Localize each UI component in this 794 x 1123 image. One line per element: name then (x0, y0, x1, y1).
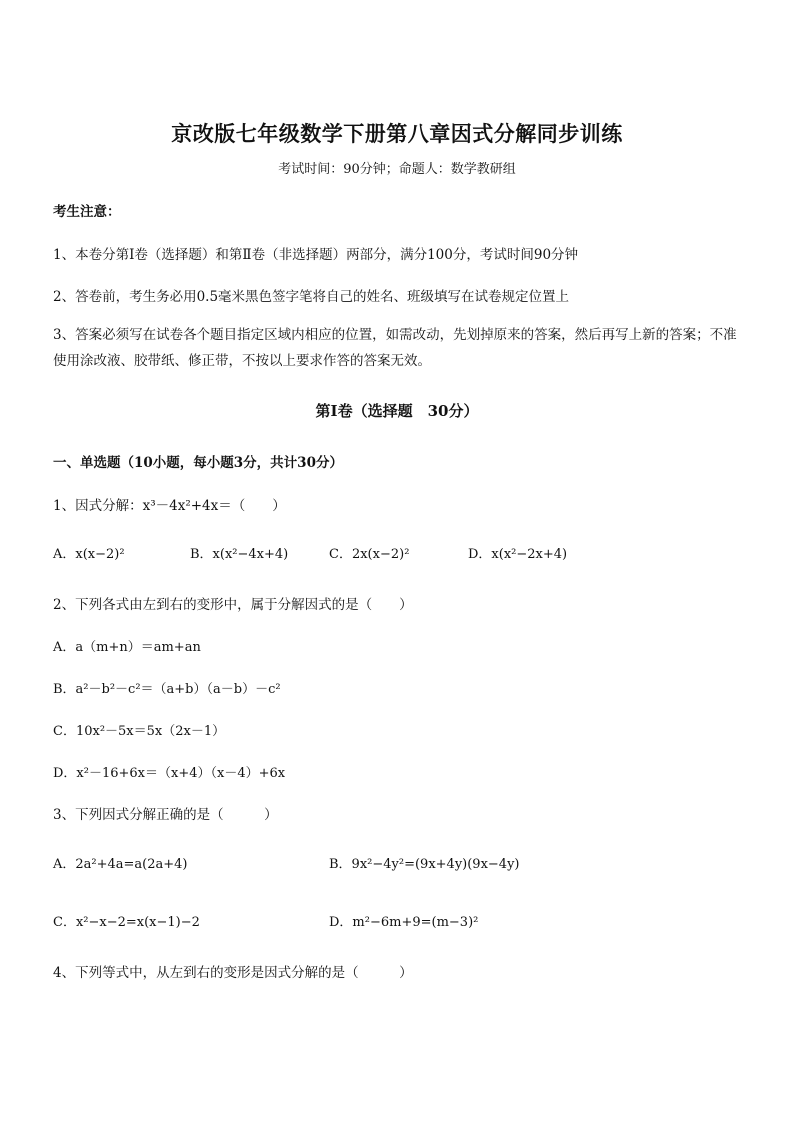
question-2-option-b: B．a²－b²－c²＝（a+b）（a－b）－c² (53, 682, 281, 697)
notice-item-2: 2、答卷前，考生务必用0.5毫米黑色签字笔将自己的姓名、班级填写在试卷规定位置上 (53, 289, 570, 305)
part-title: 一、单选题（10小题，每小题3分，共计30分） (53, 455, 343, 471)
exam-info: 考试时间：90分钟；命题人：数学教研组 (278, 162, 516, 177)
notice-item-1: 1、本卷分第Ⅰ卷（选择题）和第Ⅱ卷（非选择题）两部分，满分100分，考试时间90分钟 (53, 247, 579, 263)
question-1-option-c: C．2x(x−2)² (329, 547, 410, 562)
question-2-option-a: A．a（m+n）＝am+an (53, 640, 201, 655)
question-1-option-b: B．x(x²−4x+4) (190, 547, 289, 562)
question-2-option-c: C．10x²－5x＝5x（2x－1） (53, 724, 226, 739)
question-1-option-d: D．x(x²−2x+4) (468, 547, 568, 562)
question-3-option-b: B．9x²−4y²=(9x+4y)(9x−4y) (329, 857, 520, 872)
notice-item-3: 3、答案必须写在试卷各个题目指定区域内相应的位置，如需改动，先划掉原来的答案，然后再写上新的答案；不准使用涂改液、胶带纸、修正带，不按以上要求作答的答案无效。 (53, 327, 737, 369)
question-3-option-c: C．x²−x−2=x(x−1)−2 (53, 915, 200, 930)
question-2-option-d: D．x²－16+6x＝（x+4）（x－4）+6x (53, 766, 286, 781)
question-3-stem: 3、下列因式分解正确的是（ ） (53, 807, 278, 823)
section-title: 第Ⅰ卷（选择题 30分） (315, 402, 479, 420)
question-2-stem: 2、下列各式由左到右的变形中，属于分解因式的是（ ） (53, 597, 413, 613)
question-3-option-d: D．m²−6m+9=(m−3)² (329, 915, 479, 930)
notice-heading: 考生注意： (53, 204, 121, 220)
question-3-option-a: A．2a²+4a=a(2a+4) (53, 857, 188, 872)
question-1-stem: 1、因式分解：x³－4x²+4x＝（ ） (53, 498, 286, 514)
question-4-stem: 4、下列等式中，从左到右的变形是因式分解的是（ ） (53, 965, 413, 981)
question-1-option-a: A．x(x−2)² (53, 547, 125, 562)
page-title: 京改版七年级数学下册第八章因式分解同步训练 (171, 121, 623, 146)
